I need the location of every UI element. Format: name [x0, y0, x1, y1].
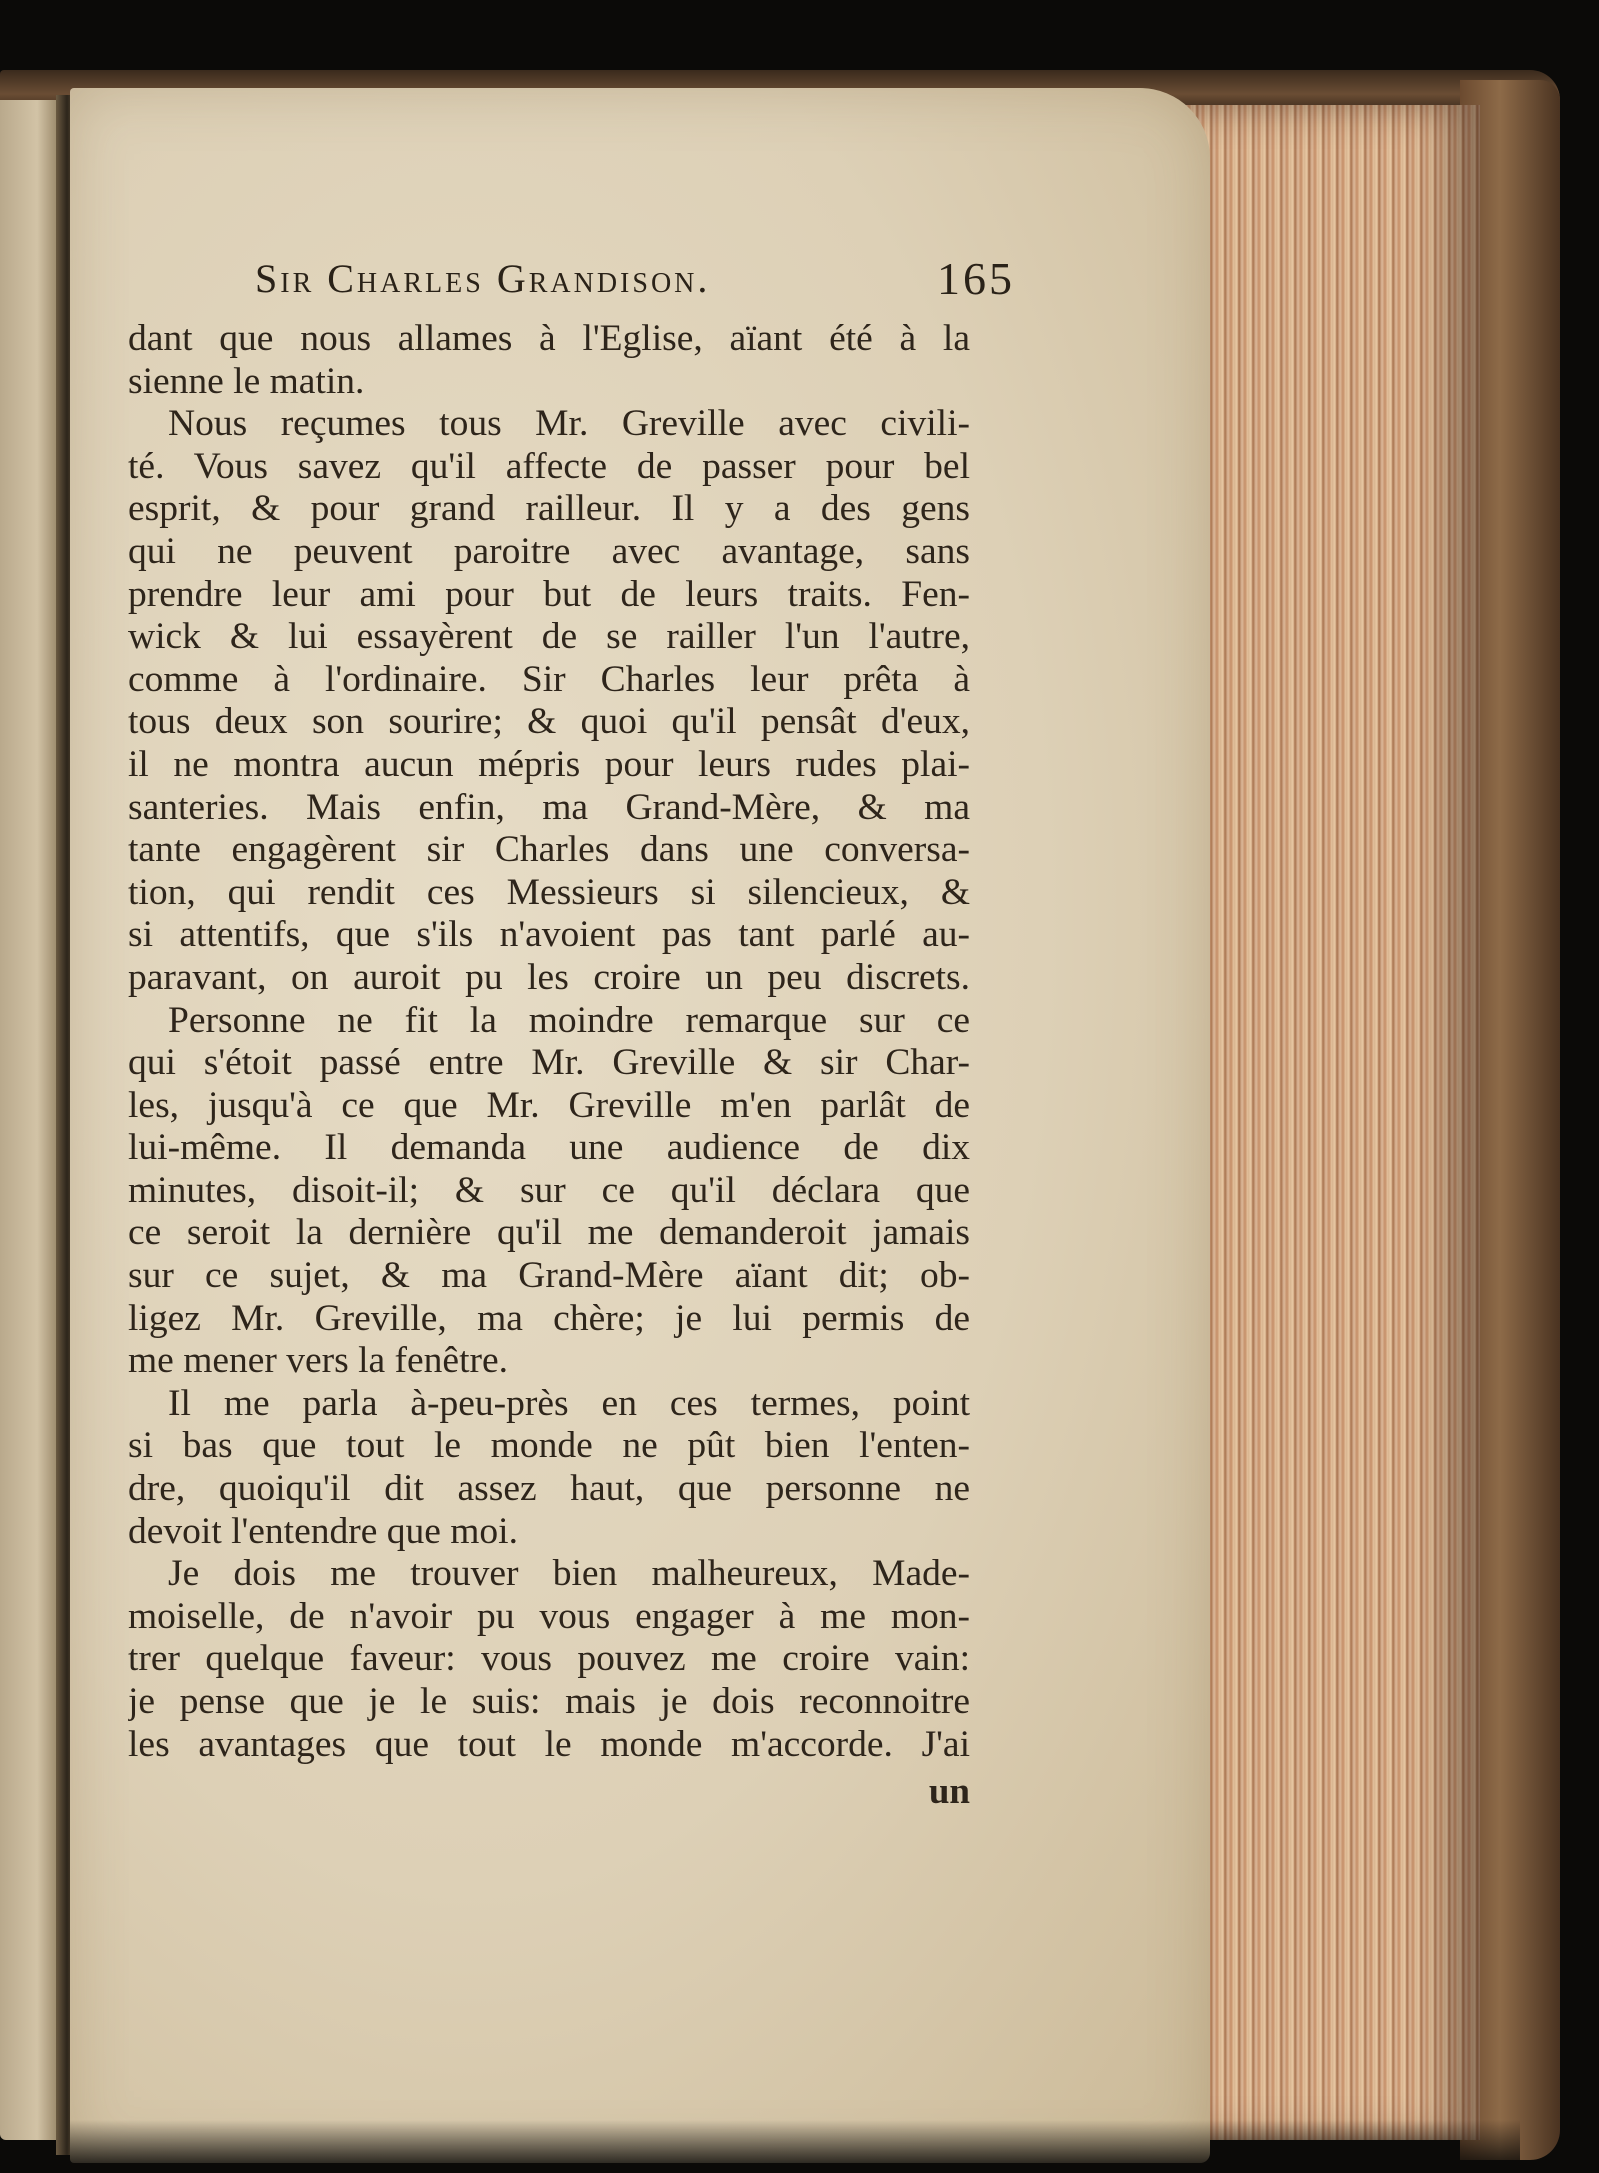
text-line: Il me parla à-peu-près en ces termes, point	[168, 1382, 970, 1424]
text-line: les avantages que tout le monde m'accorde. J'ai	[128, 1723, 970, 1765]
text-line: té. Vous savez qu'il affecte de passer pour bel	[128, 445, 970, 487]
text-line: Personne ne fit la moindre remarque sur ce	[168, 999, 970, 1041]
text-line: lui-même. Il demanda une audience de dix	[128, 1127, 970, 1169]
running-title: Sir Charles Grandison.	[255, 255, 711, 301]
text-line: paravant, on auroit pu les croire un peu discrets.	[128, 956, 970, 998]
text-line: santeries. Mais enfin, ma Grand-Mère, & ma	[128, 786, 970, 828]
body-text	[128, 318, 970, 1766]
text-line: ligez Mr. Greville, ma chère; je lui permis de	[128, 1297, 970, 1339]
text-line: wick & lui essayèrent de se railler l'un l'autre,	[128, 616, 970, 658]
text-line: sur ce sujet, & ma Grand-Mère aïant dit; ob-	[128, 1255, 970, 1297]
text-line: sienne le matin.	[128, 360, 365, 402]
text-line: me mener vers la fenêtre.	[128, 1340, 508, 1382]
facing-page-edge	[0, 100, 62, 2140]
text-line: esprit, & pour grand railleur. Il y a des gens	[128, 488, 970, 530]
text-line: prendre leur ami pour but de leurs traits. Fen-	[128, 573, 970, 615]
text-line: qui s'étoit passé entre Mr. Greville & sir Char-	[128, 1042, 970, 1084]
text-line: comme à l'ordinaire. Sir Charles leur prêta à	[128, 658, 970, 700]
running-header	[255, 248, 1015, 308]
text-line: tous deux son sourire; & quoi qu'il pensât d'eux,	[128, 701, 970, 743]
text-line: tion, qui rendit ces Messieurs si silencieux, &	[128, 871, 970, 913]
text-line: tante engagèrent sir Charles dans une conversa-	[128, 829, 970, 871]
text-line: si bas que tout le monde ne pût bien l'enten-	[128, 1425, 970, 1467]
text-line: qui ne peuvent paroitre avec avantage, sans	[128, 530, 970, 572]
text-line: je pense que je le suis: mais je dois reconnoitre	[128, 1681, 970, 1722]
text-line: dant que nous allames à l'Eglise, aïant été à la	[128, 318, 970, 359]
text-line: il ne montra aucun mépris pour leurs rudes plai-	[128, 743, 970, 785]
text-line: minutes, disoit-il; & sur ce qu'il déclara que	[128, 1169, 970, 1211]
text-line: Nous reçumes tous Mr. Greville avec civili-	[168, 403, 970, 445]
bottom-shadow	[70, 2120, 1520, 2173]
text-line: si attentifs, que s'ils n'avoient pas tant parlé au-	[128, 914, 970, 956]
text-line: trer quelque faveur: vous pouvez me croire vain:	[128, 1638, 970, 1680]
text-line: ce seroit la dernière qu'il me demanderoit jamais	[128, 1212, 970, 1254]
text-line: moiselle, de n'avoir pu vous engager à me mon-	[128, 1595, 970, 1637]
catchword: un	[928, 1771, 970, 1812]
text-line: dre, quoiqu'il dit assez haut, que personne ne	[128, 1468, 970, 1510]
text-line: les, jusqu'à ce que Mr. Greville m'en parlât de	[128, 1084, 970, 1126]
text-line: Je dois me trouver bien malheureux, Made-	[168, 1553, 970, 1595]
text-line: devoit l'entendre que moi.	[128, 1510, 518, 1552]
page-number: 165	[937, 252, 1015, 304]
